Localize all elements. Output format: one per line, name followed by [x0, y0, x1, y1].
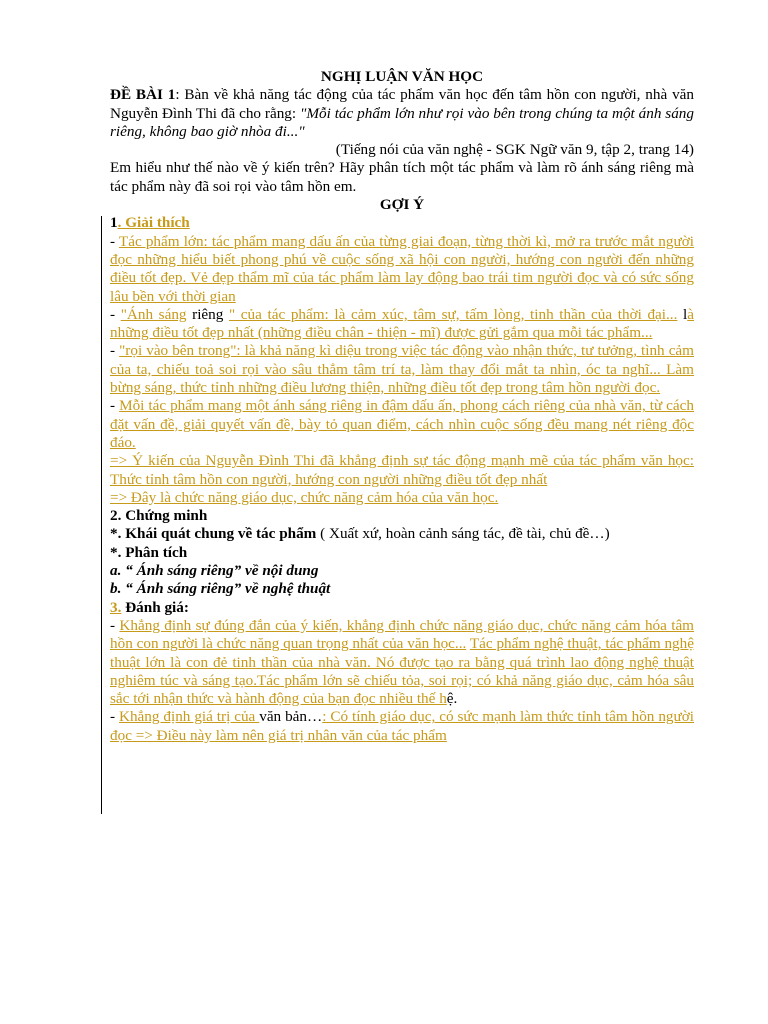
conclusion-text: => Ý kiến của Nguyễn Đình Thi đã khẳng định sự tác động mạnh mẽ của tác phẩm văn học: Thức tỉnh tâm hồn con người, hướng con người những điều tốt đẹp nhất	[110, 452, 694, 488]
explain-text: Mỗi tác phẩm mang một ánh sáng riêng in đậm dấu ấn, phong cách riêng của nhà văn, từ cách đặt vấn đề, giải quyết vấn đề, bày tỏ quan điểm, cách nhìn cuộc sống đều mang nét riêng độc đáo.	[110, 397, 694, 451]
explain-text: " của tác phẩm: là cảm xúc, tâm sự, tấm lòng, tinh thần của thời đại...	[228, 305, 678, 323]
document-page	[110, 68, 694, 745]
explain-item: - "Ánh sáng riêng " của tác phẩm: là cảm xúc, tâm sự, tấm lòng, tinh thần của thời đại... là những điều tốt đẹp nhất (những điều chân - thiện - mĩ) được gửi gắm qua mỗi tác phẩm...	[110, 305, 694, 342]
evaluate-text: ệ.	[446, 690, 458, 708]
overview-line	[110, 525, 694, 543]
hint-title: GỢI Ý	[379, 196, 425, 214]
explain-text: Tác phẩm lớn: tác phẩm mang dấu ấn của từng giai đoạn, từng thời kì, mở ra trước mắt người đọc những hiểu biết phong phú về cuộc sống xã hội con người, hướng con người đến những điều tốt đẹp. Vẻ đẹp thẩm mĩ của tác phẩm làm lay động bao trái tim người đọc và có sức sống lâu bền với thời gian	[110, 232, 694, 305]
overview-text: ( Xuất xứ, hoàn cảnh sáng tác, đề tài, chủ đề…)	[316, 525, 610, 543]
explain-text: "rọi vào bên trong": là khả năng kì diệu trong việc tác động vào nhận thức, tư tưởng, tình cảm của ta, chiếu toả soi rọi vào sâu thẳm tâm trí ta, làm thay đổi mắt ta nhìn, óc ta nghĩ... Làm bừng sáng, thức tỉnh những điều lương thiện, những điều tốt đẹp trong tâm hồn người đọc.	[110, 342, 694, 397]
section-1-heading	[110, 214, 694, 232]
section-3-number: 3.	[110, 598, 122, 616]
analysis-item-b-text: b. “ Ánh sáng riêng” về nghệ thuật	[110, 580, 331, 598]
overview-label: *. Khái quát chung về tác phẩm	[110, 525, 317, 543]
explain-text: à những điều tốt đẹp nhất (những điều chân - thiện - mĩ) được gửi gắm qua mỗi tác phẩm...	[110, 305, 694, 342]
prompt-source: (Tiếng nói của văn nghệ - SGK Ngữ văn 9, tập 2, trang 14)	[335, 141, 694, 159]
prompt-text: : Bàn về khả năng tác động của tác phẩm văn học đến tâm hồn con người, nhà văn Nguyễn Đình Thi đã cho rằng:	[110, 86, 694, 122]
section-3-title: Đánh giá:	[121, 598, 189, 616]
section-1-title: . Giải thích	[117, 214, 190, 232]
evaluate-item: - Khẳng định sự đúng đắn của ý kiến, khẳng định chức năng giáo dục, chức năng cảm hóa tâm hồn con người là chức năng quan trọng nhất của văn học... Tác phẩm nghệ thuật, tác phẩm nghệ thuật lớn là con đẻ tinh thần của nhà văn. Nó được tạo ra bằng quá trình lao động nghệ thuật nghiêm túc và sáng tạo.Tác phẩm lớn sẽ chiếu tỏa, soi rọi; có khả năng giáo dục, cảm hóa sâu sắc tới nhận thức và hành động của bạn đọc nhiều thế hệ.	[110, 616, 694, 708]
hint-section	[110, 214, 694, 745]
prompt-label: ĐỀ BÀI 1	[110, 86, 176, 104]
evaluate-item: - Khẳng định giá trị của văn bản…: Có tính giáo dục, có sức mạnh làm thức tỉnh tâm hồn người đọc => Điều này làm nên giá trị nhân văn của tác phẩm	[110, 708, 694, 744]
conclusion-line	[110, 489, 694, 507]
section-1-number: 1	[110, 214, 118, 232]
section-3-heading	[110, 599, 694, 617]
explain-item: - Tác phẩm lớn: tác phẩm mang dấu ấn của từng giai đoạn, từng thời kì, mở ra trước mắt người đọc những hiểu biết phong phú về cuộc sống xã hội con người, hướng con người đến những điều tốt đẹp. Vẻ đẹp thẩm mĩ của tác phẩm làm lay động bao trái tim người đọc và có sức sống lâu bền với thời gian	[110, 232, 694, 305]
evaluate-text: : Có tính giáo dục, có sức mạnh làm thức tỉnh tâm hồn người đọc => Điều này làm nên giá trị nhân văn của tác phẩm	[110, 708, 694, 744]
conclusion-line	[110, 452, 694, 489]
conclusion-text: => Đây là chức năng giáo dục, chức năng cảm hóa của văn học.	[110, 488, 499, 506]
evaluate-text: Khẳng định sự đúng đắn của ý kiến, khẳng định chức năng giáo dục, chức năng cảm hóa tâm hồn con người là chức năng quan trọng nhất của văn học...	[110, 616, 694, 653]
analysis-heading	[110, 544, 694, 562]
explain-item: - Mỗi tác phẩm mang một ánh sáng riêng in đậm dấu ấn, phong cách riêng của nhà văn, từ cách đặt vấn đề, giải quyết vấn đề, bày tỏ quan điểm, cách nhìn cuộc sống đều mang nét riêng độc đáo.	[110, 397, 694, 451]
prompt-quote: "Mỗi tác phẩm lớn như rọi vào bên trong chúng ta một ánh sáng riêng, không bao giờ nhòa đi..."	[110, 104, 694, 140]
explain-text: l	[677, 305, 688, 323]
prompt-question: Em hiểu như thế nào về ý kiến trên? Hãy phân tích một tác phẩm và làm rõ ánh sáng riêng mà tác phẩm này đã soi rọi vào tâm hồn em.	[110, 159, 694, 195]
left-margin-bar	[101, 216, 102, 814]
section-2-heading	[110, 507, 694, 525]
evaluate-text: Tác phẩm nghệ thuật, tác phẩm nghệ thuật lớn là con đẻ tinh thần của nhà văn. Nó được tạo ra bằng quá trình lao động nghệ thuật nghiêm túc và sáng tạo.Tác phẩm lớn sẽ chiếu tỏa, soi rọi; có khả năng giáo dục, cảm hóa sâu sắc tới nhận thức và hành động của bạn đọc nhiều thế h	[110, 635, 694, 708]
prompt-paragraph	[110, 86, 694, 141]
evaluate-text: văn bản…	[259, 708, 323, 726]
explain-item: - "rọi vào bên trong": là khả năng kì diệu trong việc tác động vào nhận thức, tư tưởng, tình cảm của ta, chiếu toả soi rọi vào sâu thẳm tâm trí ta, làm thay đổi mắt ta nhìn, óc ta nghĩ... Làm bừng sáng, thức tỉnh những điều lương thiện, những điều tốt đẹp trong tâm hồn người đọc.	[110, 342, 694, 397]
evaluate-text: Khẳng định giá trị của	[118, 708, 260, 726]
document-title: NGHỊ LUẬN VĂN HỌC	[320, 68, 484, 85]
analysis-item-a-text: a. “ Ánh sáng riêng” về nội dung	[110, 562, 319, 580]
analysis-item-b	[110, 580, 694, 598]
explain-text: riêng	[186, 305, 229, 323]
analysis-item-a	[110, 562, 694, 580]
section-2-title: 2. Chứng minh	[110, 507, 208, 525]
analysis-label: *. Phân tích	[110, 543, 188, 561]
explain-text: "Ánh sáng	[120, 305, 187, 323]
